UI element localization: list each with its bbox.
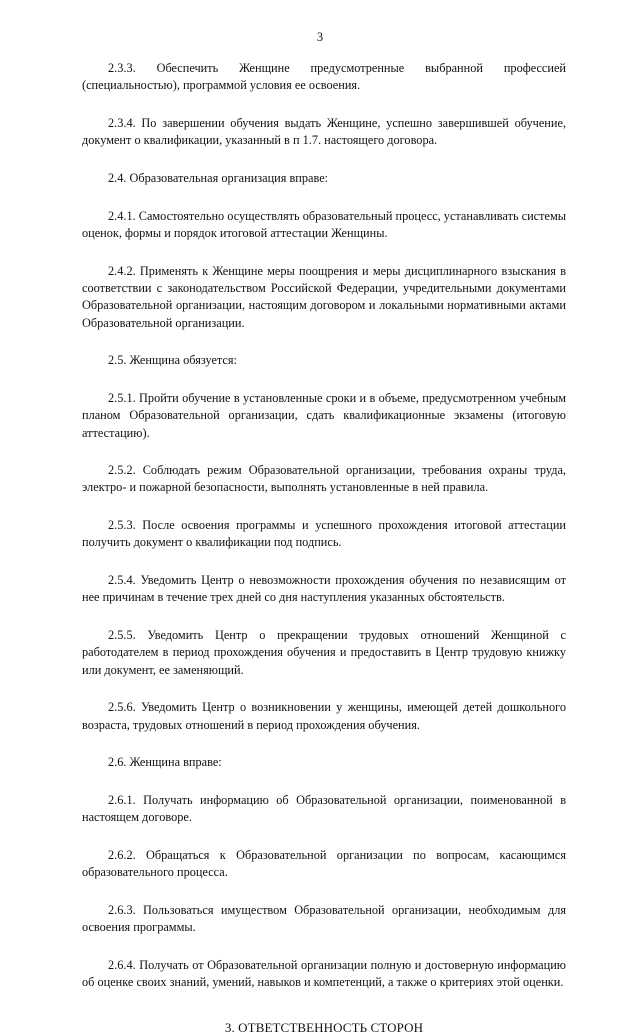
paragraph-2-6-3: 2.6.3. Пользоваться имуществом Образовательной организации, необходимым для освоения программы.: [82, 903, 566, 935]
paragraph-2-6-2: 2.6.2. Обращаться к Образовательной организации по вопросам, касающимся образовательного процесса.: [82, 848, 566, 880]
paragraph-2-4: 2.4. Образовательная организация вправе:: [108, 170, 329, 185]
paragraph-2-5-4: 2.5.4. Уведомить Центр о невозможности прохождения обучения по независящим от нее причинам в течение трех дней со дня наступления указанных обстоятельств.: [82, 573, 566, 605]
paragraph-2-5-5: 2.5.5. Уведомить Центр о прекращении трудовых отношений Женщиной с работодателем в период прохождения обучения и предоставить в Центр трудовую книжку или документ, ее заменяющий.: [82, 628, 566, 677]
section-title: 3. ОТВЕТСТВЕННОСТЬ СТОРОН: [224, 1019, 424, 1035]
paragraph-2-5-6: 2.5.6. Уведомить Центр о возникновении у женщины, имеющей детей дошкольного возраста, трудовых отношений в период прохождения обучения.: [82, 700, 566, 732]
paragraph-2-5: 2.5. Женщина обязуется:: [108, 353, 237, 368]
paragraph-2-6-1: 2.6.1. Получать информацию об Образовательной организации, поименованной в настоящем договоре.: [82, 793, 566, 825]
paragraph-2-4-2: 2.4.2. Применять к Женщине меры поощрения и меры дисциплинарного взыскания в соответствии с законодательством Российской Федерации, учредительными документами Образовательной организации, настоящим договором и локальными нормативными актами Образовательной организации.: [82, 263, 566, 330]
page-number: 3: [316, 30, 324, 44]
paragraph-2-3-3: 2.3.3. Обеспечить Женщине предусмотренные выбранной профессией (специальностью), программой условия ее освоения.: [82, 61, 566, 93]
paragraph-2-4-1: 2.4.1. Самостоятельно осуществлять образовательный процесс, устанавливать системы оценок, формы и порядок итоговой аттестации Женщины.: [82, 208, 567, 240]
paragraph-2-5-2: 2.5.2. Соблюдать режим Образовательной организации, требования охраны труда, электро- и пожарной безопасности, выполнять установленные в ней правила.: [82, 463, 566, 495]
paragraph-2-6: 2.6. Женщина вправе:: [108, 755, 222, 770]
document-body: [82, 60, 566, 1036]
paragraph-2-6-4: 2.6.4. Получать от Образовательной организации полную и достоверную информацию об оценке своих знаний, умений, навыков и компетенций, а также о критериях этой оценки.: [82, 958, 566, 990]
paragraph-2-5-1: 2.5.1. Пройти обучение в установленные сроки и в объеме, предусмотренном учебным планом Образовательной организации, сдать квалификационные экзамены (итоговую аттестацию).: [82, 390, 566, 440]
paragraph-2-3-4: 2.3.4. По завершении обучения выдать Женщине, успешно завершившей обучение, документ о квалификации, указанный в п 1.7. настоящего договора.: [82, 115, 566, 148]
paragraph-2-5-3: 2.5.3. После освоения программы и успешного прохождения итоговой аттестации получить документ о квалификации под подпись.: [82, 518, 566, 550]
